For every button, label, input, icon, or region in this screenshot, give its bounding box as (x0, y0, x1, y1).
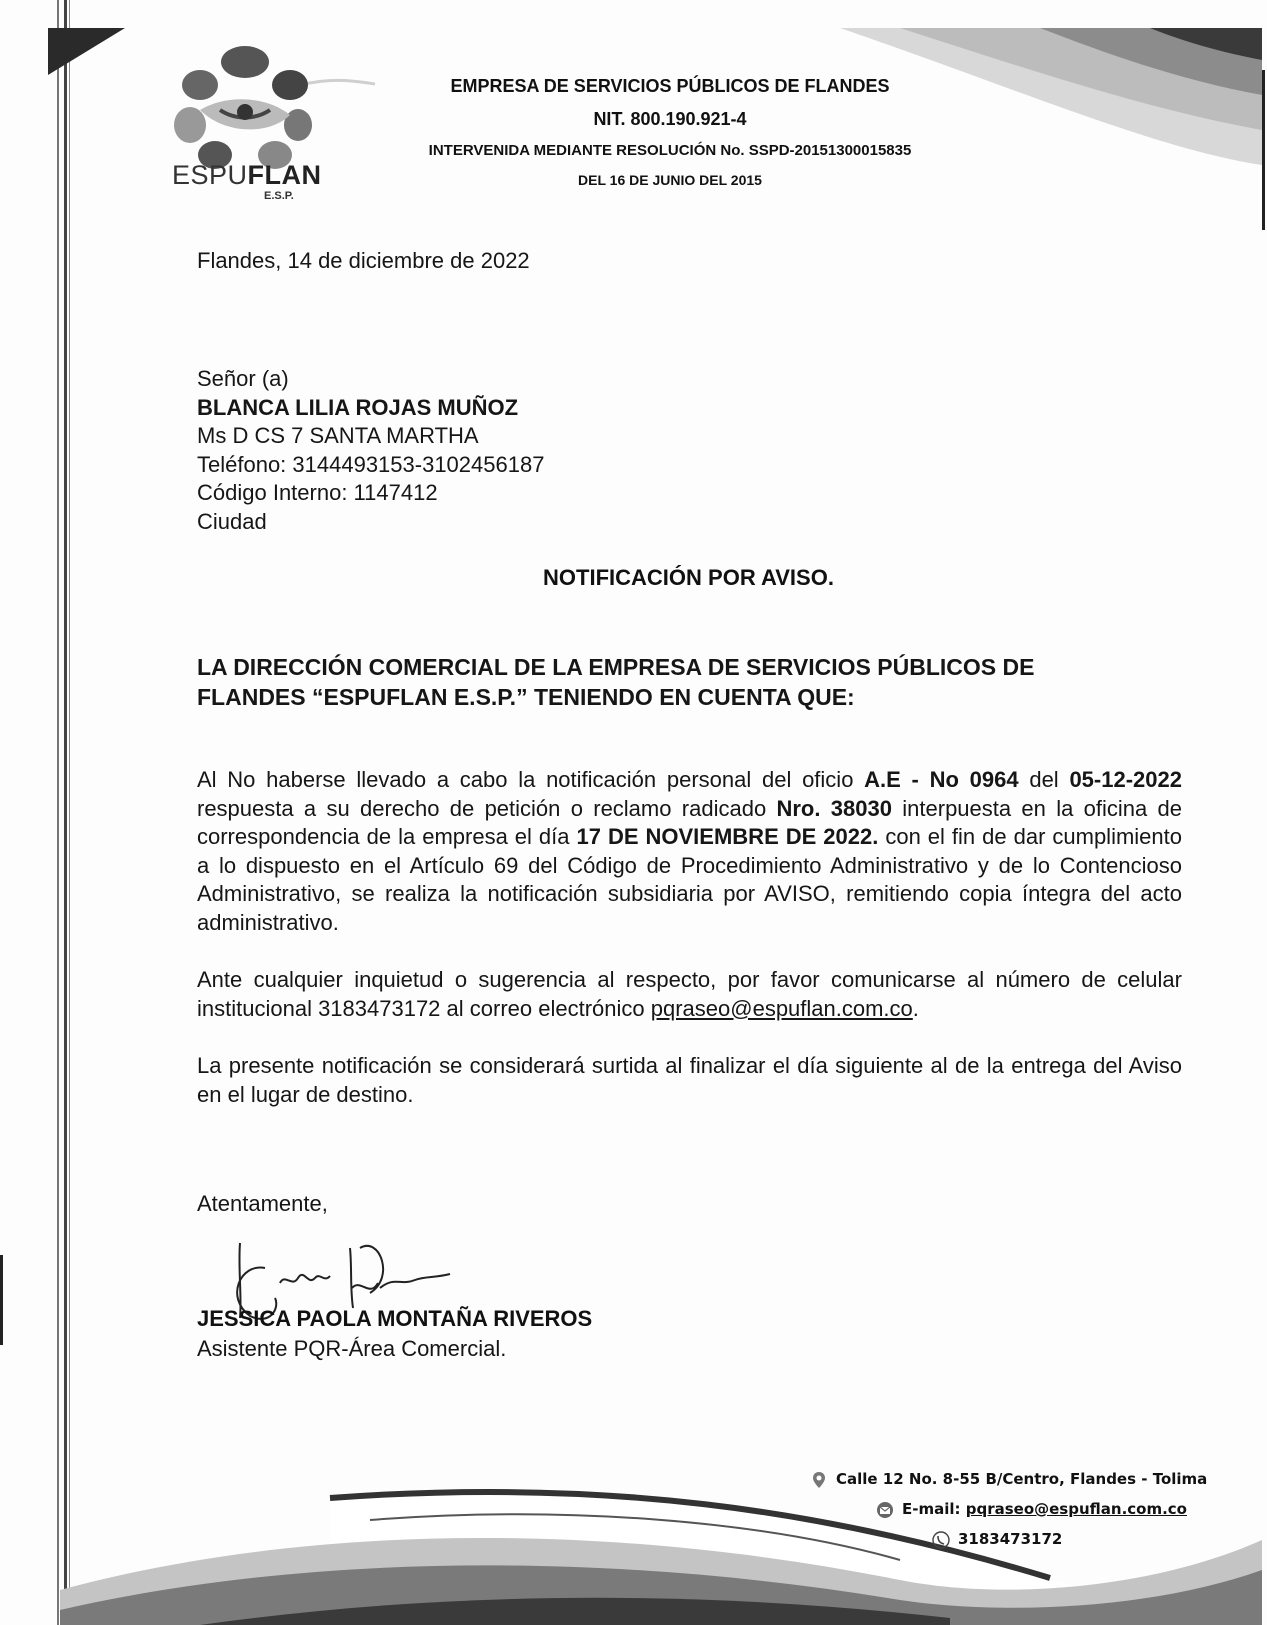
p1-office-date: 05-12-2022 (1069, 767, 1182, 792)
paragraph-contact (197, 966, 1182, 1023)
footer-email-label: E-mail: (902, 1500, 966, 1518)
intervention-date: DEL 16 DE JUNIO DEL 2015 (578, 172, 762, 188)
notice-title-row (0, 565, 1267, 591)
p1-text: interpuesta en la oficina de correspondencia de la empresa el día (197, 795, 1182, 849)
recipient-address: Ms D CS 7 SANTA MARTHA (197, 423, 479, 448)
footer-address (810, 1470, 1207, 1489)
location-pin-icon (810, 1471, 828, 1489)
logo-subtitle: E.S.P. (264, 190, 294, 202)
scan-mark (0, 1255, 3, 1345)
p1-text: con el fin de dar cumplimiento a lo dispuesto en el Artículo 69 del Código de Procedimiento Administrativo y de lo Contencioso Administrativo, se realiza la notificación subsidiaria por AVISO, remitiendo copia íntegra del acto administrativo. (197, 824, 1182, 935)
paragraph-notification (197, 766, 1182, 937)
footer-swoosh (0, 1440, 1267, 1625)
logo-wordmark: ESPUFLAN (172, 160, 322, 190)
recipient-block (197, 365, 544, 536)
footer-email (876, 1500, 1187, 1519)
p1-office-number: A.E - No 0964 (864, 767, 1019, 792)
recipient-phone: Teléfono: 3144493153-3102456187 (197, 451, 545, 477)
letter-date: Flandes, 14 de diciembre de 2022 (197, 248, 530, 273)
signer-role: Asistente PQR-Área Comercial. (197, 1336, 507, 1361)
p1-filing-date: 17 DE NOVIEMBRE DE 2022. (576, 824, 879, 849)
scan-edge-line (64, 0, 67, 1625)
contact-email-link[interactable]: pqraseo@espuflan.com.co (650, 995, 913, 1021)
footer-phone-text: 3183473172 (958, 1530, 1063, 1548)
company-nit: NIT. 800.190.921-4 (593, 109, 747, 129)
p1-text: del (1018, 767, 1070, 792)
paragraph-effect: La presente notificación se considerará surtida al finalizar el día siguiente al de la entrega del Aviso en el lugar de destino. (197, 1053, 1182, 1107)
scan-edge-line (57, 0, 59, 1625)
recipient-name: BLANCA LILIA ROJAS MUÑOZ (197, 394, 519, 420)
closing: Atentamente, (197, 1191, 328, 1216)
p2-text: Ante cualquier inquietud o sugerencia al respecto, por favor comunicarse al número de celular institucional 3183473172 al correo electrónico (197, 967, 1182, 1021)
phone-icon (932, 1531, 950, 1549)
intro-statement: LA DIRECCIÓN COMERCIAL DE LA EMPRESA DE SERVICIOS PÚBLICOS DE FLANDES “ESPUFLAN E.S.P.” TENIENDO EN CUENTA QUE: (197, 654, 1035, 710)
notice-title: NOTIFICACIÓN POR AVISO. (543, 565, 834, 590)
intervention-resolution: INTERVENIDA MEDIANTE RESOLUCIÓN No. SSPD-20151300015835 (428, 142, 912, 159)
p1-text: Al No haberse llevado a cabo la notificación personal del oficio (197, 767, 865, 792)
p1-text: respuesta a su derecho de petición o reclamo radicado (197, 795, 777, 821)
p2-text: . (912, 995, 919, 1021)
footer-email-link[interactable]: pqraseo@espuflan.com.co (965, 1500, 1187, 1518)
signer-name: JESSICA PAOLA MONTAÑA RIVEROS (197, 1306, 593, 1331)
recipient-internal-code: Código Interno: 1147412 (197, 480, 438, 505)
footer-phone (932, 1530, 1062, 1549)
scan-edge-line (69, 0, 70, 1625)
salutation: Señor (a) (197, 366, 289, 391)
company-name: EMPRESA DE SERVICIOS PÚBLICOS DE FLANDES (450, 76, 890, 96)
footer-address-text: Calle 12 No. 8-55 B/Centro, Flandes - Tolima (836, 1470, 1208, 1488)
recipient-city: Ciudad (197, 508, 267, 534)
p1-filing-number: Nro. 38030 (776, 795, 892, 821)
envelope-icon (876, 1501, 894, 1519)
